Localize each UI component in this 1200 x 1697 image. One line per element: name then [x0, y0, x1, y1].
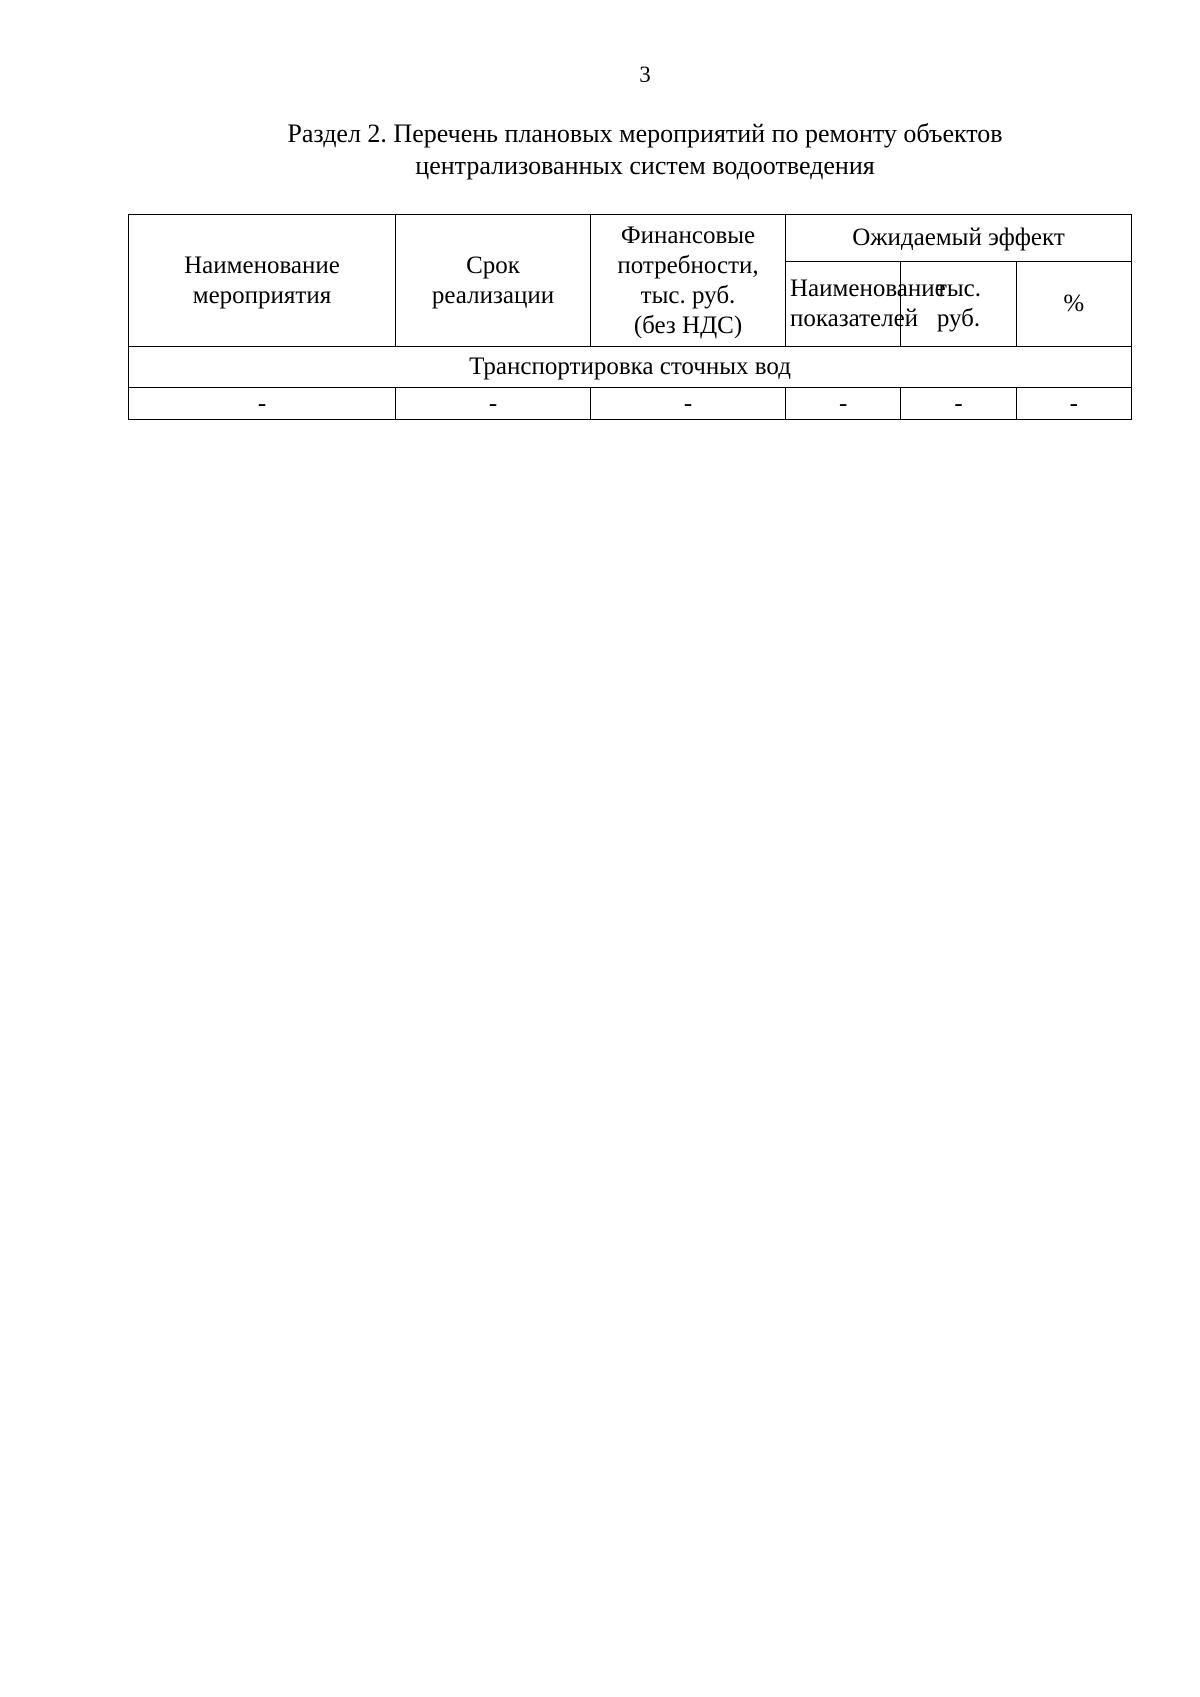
section-title — [0, 118, 1200, 182]
table-header-row — [129, 215, 1132, 262]
section-title-line-2: централизованных систем водоотведения — [415, 151, 875, 180]
section-title-line-1: Раздел 2. Перечень плановых мероприятий по ремонту объектов — [287, 119, 1003, 148]
header-implementation-term: Срок реализации — [396, 215, 591, 347]
header-financial-needs: Финансовые потребности, тыс. руб. (без НДС) — [591, 215, 786, 347]
table-cell: - — [901, 388, 1016, 420]
header-indicator-name: Наименование показателей — [786, 262, 901, 347]
header-percent: % — [1016, 262, 1131, 347]
table-cell: - — [591, 388, 786, 420]
table-cell: - — [1016, 388, 1131, 420]
table-group-row — [129, 347, 1132, 388]
table-row — [129, 388, 1132, 420]
header-thousand-rub: тыс. руб. — [901, 262, 1016, 347]
header-expected-effect: Ожидаемый эффект — [786, 215, 1132, 262]
plan-measures-table — [128, 214, 1132, 420]
table-cell: - — [396, 388, 591, 420]
page-number: 3 — [639, 62, 651, 87]
group-title-wastewater-transport: Транспортировка сточных вод — [129, 347, 1132, 388]
header-activity-name: Наименование мероприятия — [129, 215, 396, 347]
table-cell: - — [786, 388, 901, 420]
table-cell: - — [129, 388, 396, 420]
